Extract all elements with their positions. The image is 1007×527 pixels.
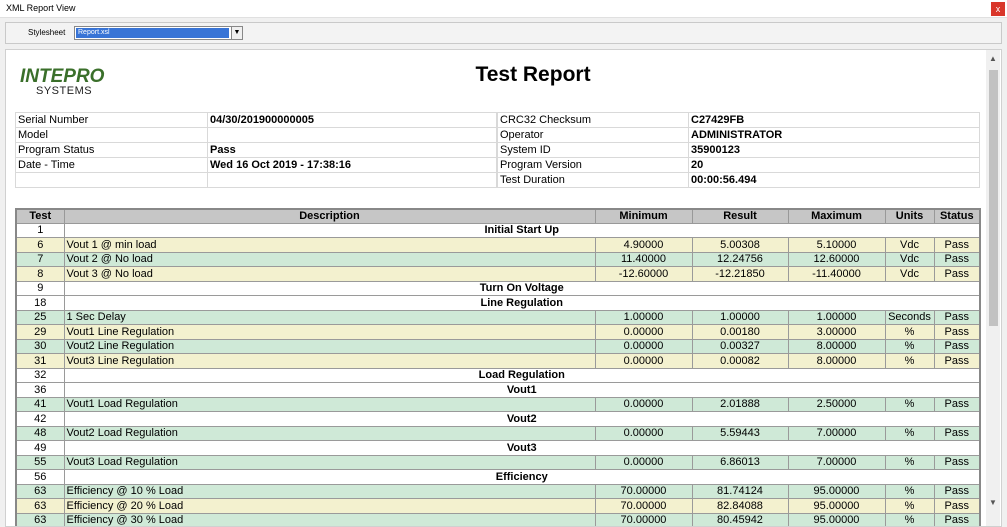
close-button[interactable]: x (991, 2, 1005, 16)
column-header: Minimum (595, 209, 692, 223)
maximum-value: 8.00000 (788, 339, 885, 354)
info-row (498, 128, 980, 143)
test-description: Vout1 Load Regulation (64, 397, 595, 412)
test-number: 1 (16, 223, 64, 238)
result-value: 81.74124 (692, 484, 788, 499)
test-description: Vout 3 @ No load (64, 267, 595, 282)
info-value: 00:00:56.494 (689, 173, 980, 188)
info-key: System ID (498, 143, 689, 158)
info-key: Program Status (16, 143, 208, 158)
info-row (498, 158, 980, 173)
logo-text-systems: SYSTEMS (36, 85, 93, 97)
info-key (16, 173, 208, 188)
test-description: Vout1 Line Regulation (64, 325, 595, 340)
info-value: ADMINISTRATOR (689, 128, 980, 143)
section-title: Vout2 (64, 412, 980, 427)
maximum-value: -11.40000 (788, 267, 885, 282)
test-description: Vout2 Load Regulation (64, 426, 595, 441)
minimum-value: 70.00000 (595, 513, 692, 527)
result-value: 82.84088 (692, 499, 788, 514)
status-value: Pass (934, 325, 980, 340)
section-row (16, 281, 980, 296)
info-row (16, 143, 497, 158)
units-value: Vdc (885, 252, 934, 267)
result-value: 80.45942 (692, 513, 788, 527)
result-row (16, 339, 980, 354)
minimum-value: 0.00000 (595, 354, 692, 369)
maximum-value: 95.00000 (788, 513, 885, 527)
test-number: 63 (16, 484, 64, 499)
column-header: Status (934, 209, 980, 223)
units-value: Vdc (885, 238, 934, 253)
info-key: CRC32 Checksum (498, 113, 689, 128)
minimum-value: 0.00000 (595, 397, 692, 412)
info-key: Test Duration (498, 173, 689, 188)
info-value: Wed 16 Oct 2019 - 17:38:16 (208, 158, 497, 173)
test-description: Efficiency @ 30 % Load (64, 513, 595, 527)
status-value: Pass (934, 339, 980, 354)
minimum-value: 0.00000 (595, 339, 692, 354)
stylesheet-dropdown[interactable] (74, 26, 243, 40)
test-number: 29 (16, 325, 64, 340)
info-key: Program Version (498, 158, 689, 173)
test-number: 31 (16, 354, 64, 369)
column-header: Units (885, 209, 934, 223)
result-row (16, 513, 980, 527)
status-value: Pass (934, 310, 980, 325)
test-description: Vout2 Line Regulation (64, 339, 595, 354)
section-row (16, 470, 980, 485)
info-value: 04/30/201900000005 (208, 113, 497, 128)
result-row (16, 267, 980, 282)
info-table-left (15, 112, 497, 188)
test-number: 36 (16, 383, 64, 398)
result-value: 6.86013 (692, 455, 788, 470)
result-value: 0.00180 (692, 325, 788, 340)
test-number: 48 (16, 426, 64, 441)
info-row (498, 173, 980, 188)
result-row (16, 397, 980, 412)
test-description: 1 Sec Delay (64, 310, 595, 325)
column-header: Maximum (788, 209, 885, 223)
section-row (16, 223, 980, 238)
results-table (15, 208, 981, 527)
result-row (16, 455, 980, 470)
toolbar (5, 22, 1002, 44)
section-title: Vout3 (64, 441, 980, 456)
status-value: Pass (934, 513, 980, 527)
report-title: Test Report (475, 63, 591, 86)
test-number: 32 (16, 368, 64, 383)
result-row (16, 325, 980, 340)
result-row (16, 238, 980, 253)
info-row (16, 128, 497, 143)
chevron-down-icon[interactable]: ▼ (231, 27, 242, 39)
info-key: Date - Time (16, 158, 208, 173)
status-value: Pass (934, 252, 980, 267)
status-value: Pass (934, 484, 980, 499)
units-value: Vdc (885, 267, 934, 282)
minimum-value: 0.00000 (595, 455, 692, 470)
maximum-value: 95.00000 (788, 499, 885, 514)
info-value: Pass (208, 143, 497, 158)
minimum-value: 0.00000 (595, 325, 692, 340)
info-value: 20 (689, 158, 980, 173)
stylesheet-label: Stylesheet (28, 28, 66, 37)
maximum-value: 7.00000 (788, 455, 885, 470)
test-description: Vout3 Line Regulation (64, 354, 595, 369)
test-number: 63 (16, 513, 64, 527)
test-number: 8 (16, 267, 64, 282)
result-value: 5.00308 (692, 238, 788, 253)
section-title: Initial Start Up (64, 223, 980, 238)
status-value: Pass (934, 397, 980, 412)
scroll-down-icon[interactable]: ▼ (989, 498, 997, 507)
info-row (16, 158, 497, 173)
info-value (208, 128, 497, 143)
section-row (16, 441, 980, 456)
result-row (16, 354, 980, 369)
maximum-value: 8.00000 (788, 354, 885, 369)
section-title: Vout1 (64, 383, 980, 398)
section-row (16, 412, 980, 427)
info-table-right (497, 112, 980, 188)
units-value: % (885, 339, 934, 354)
units-value: % (885, 499, 934, 514)
maximum-value: 12.60000 (788, 252, 885, 267)
title-bar (0, 0, 1007, 18)
units-value: % (885, 484, 934, 499)
section-title: Load Regulation (64, 368, 980, 383)
section-title: Turn On Voltage (64, 281, 980, 296)
status-value: Pass (934, 354, 980, 369)
status-value: Pass (934, 426, 980, 441)
units-value: % (885, 325, 934, 340)
test-description: Vout 2 @ No load (64, 252, 595, 267)
scrollbar-thumb[interactable] (989, 70, 998, 326)
vertical-scrollbar[interactable] (986, 50, 1000, 526)
units-value: % (885, 426, 934, 441)
test-number: 56 (16, 470, 64, 485)
logo-text-intepro: INTEPRO (20, 66, 105, 87)
minimum-value: 11.40000 (595, 252, 692, 267)
test-number: 6 (16, 238, 64, 253)
section-row (16, 296, 980, 311)
status-value: Pass (934, 267, 980, 282)
result-value: 1.00000 (692, 310, 788, 325)
result-row (16, 426, 980, 441)
minimum-value: 70.00000 (595, 499, 692, 514)
info-value: 35900123 (689, 143, 980, 158)
units-value: % (885, 354, 934, 369)
maximum-value: 95.00000 (788, 484, 885, 499)
info-row (498, 143, 980, 158)
info-key: Operator (498, 128, 689, 143)
scroll-up-icon[interactable]: ▲ (989, 54, 997, 63)
units-value: % (885, 397, 934, 412)
info-key: Serial Number (16, 113, 208, 128)
maximum-value: 1.00000 (788, 310, 885, 325)
minimum-value: -12.60000 (595, 267, 692, 282)
info-row (16, 113, 497, 128)
result-row (16, 499, 980, 514)
window-title: XML Report View (6, 3, 76, 13)
minimum-value: 1.00000 (595, 310, 692, 325)
status-value: Pass (934, 238, 980, 253)
units-value: % (885, 513, 934, 527)
section-title: Efficiency (64, 470, 980, 485)
result-value: -12.21850 (692, 267, 788, 282)
test-number: 49 (16, 441, 64, 456)
test-description: Vout 1 @ min load (64, 238, 595, 253)
result-value: 0.00327 (692, 339, 788, 354)
test-number: 41 (16, 397, 64, 412)
maximum-value: 7.00000 (788, 426, 885, 441)
info-value (208, 173, 497, 188)
test-number: 55 (16, 455, 64, 470)
column-header: Description (64, 209, 595, 223)
section-row (16, 383, 980, 398)
minimum-value: 0.00000 (595, 426, 692, 441)
test-number: 30 (16, 339, 64, 354)
test-description: Vout3 Load Regulation (64, 455, 595, 470)
info-key: Model (16, 128, 208, 143)
test-number: 25 (16, 310, 64, 325)
stylesheet-selected-value: Report.xsl (76, 28, 229, 38)
units-value: Seconds (885, 310, 934, 325)
result-row (16, 310, 980, 325)
minimum-value: 4.90000 (595, 238, 692, 253)
maximum-value: 2.50000 (788, 397, 885, 412)
section-title: Line Regulation (64, 296, 980, 311)
result-row (16, 252, 980, 267)
test-number: 18 (16, 296, 64, 311)
test-number: 63 (16, 499, 64, 514)
maximum-value: 5.10000 (788, 238, 885, 253)
test-number: 9 (16, 281, 64, 296)
result-value: 12.24756 (692, 252, 788, 267)
info-row (16, 173, 497, 188)
test-number: 7 (16, 252, 64, 267)
info-row (498, 113, 980, 128)
column-header: Test (16, 209, 64, 223)
result-value: 0.00082 (692, 354, 788, 369)
section-row (16, 368, 980, 383)
test-description: Efficiency @ 10 % Load (64, 484, 595, 499)
info-value: C27429FB (689, 113, 980, 128)
test-number: 42 (16, 412, 64, 427)
result-value: 2.01888 (692, 397, 788, 412)
status-value: Pass (934, 455, 980, 470)
column-header: Result (692, 209, 788, 223)
test-description: Efficiency @ 20 % Load (64, 499, 595, 514)
result-row (16, 484, 980, 499)
maximum-value: 3.00000 (788, 325, 885, 340)
status-value: Pass (934, 499, 980, 514)
minimum-value: 70.00000 (595, 484, 692, 499)
units-value: % (885, 455, 934, 470)
result-value: 5.59443 (692, 426, 788, 441)
report-viewer (5, 49, 1002, 527)
